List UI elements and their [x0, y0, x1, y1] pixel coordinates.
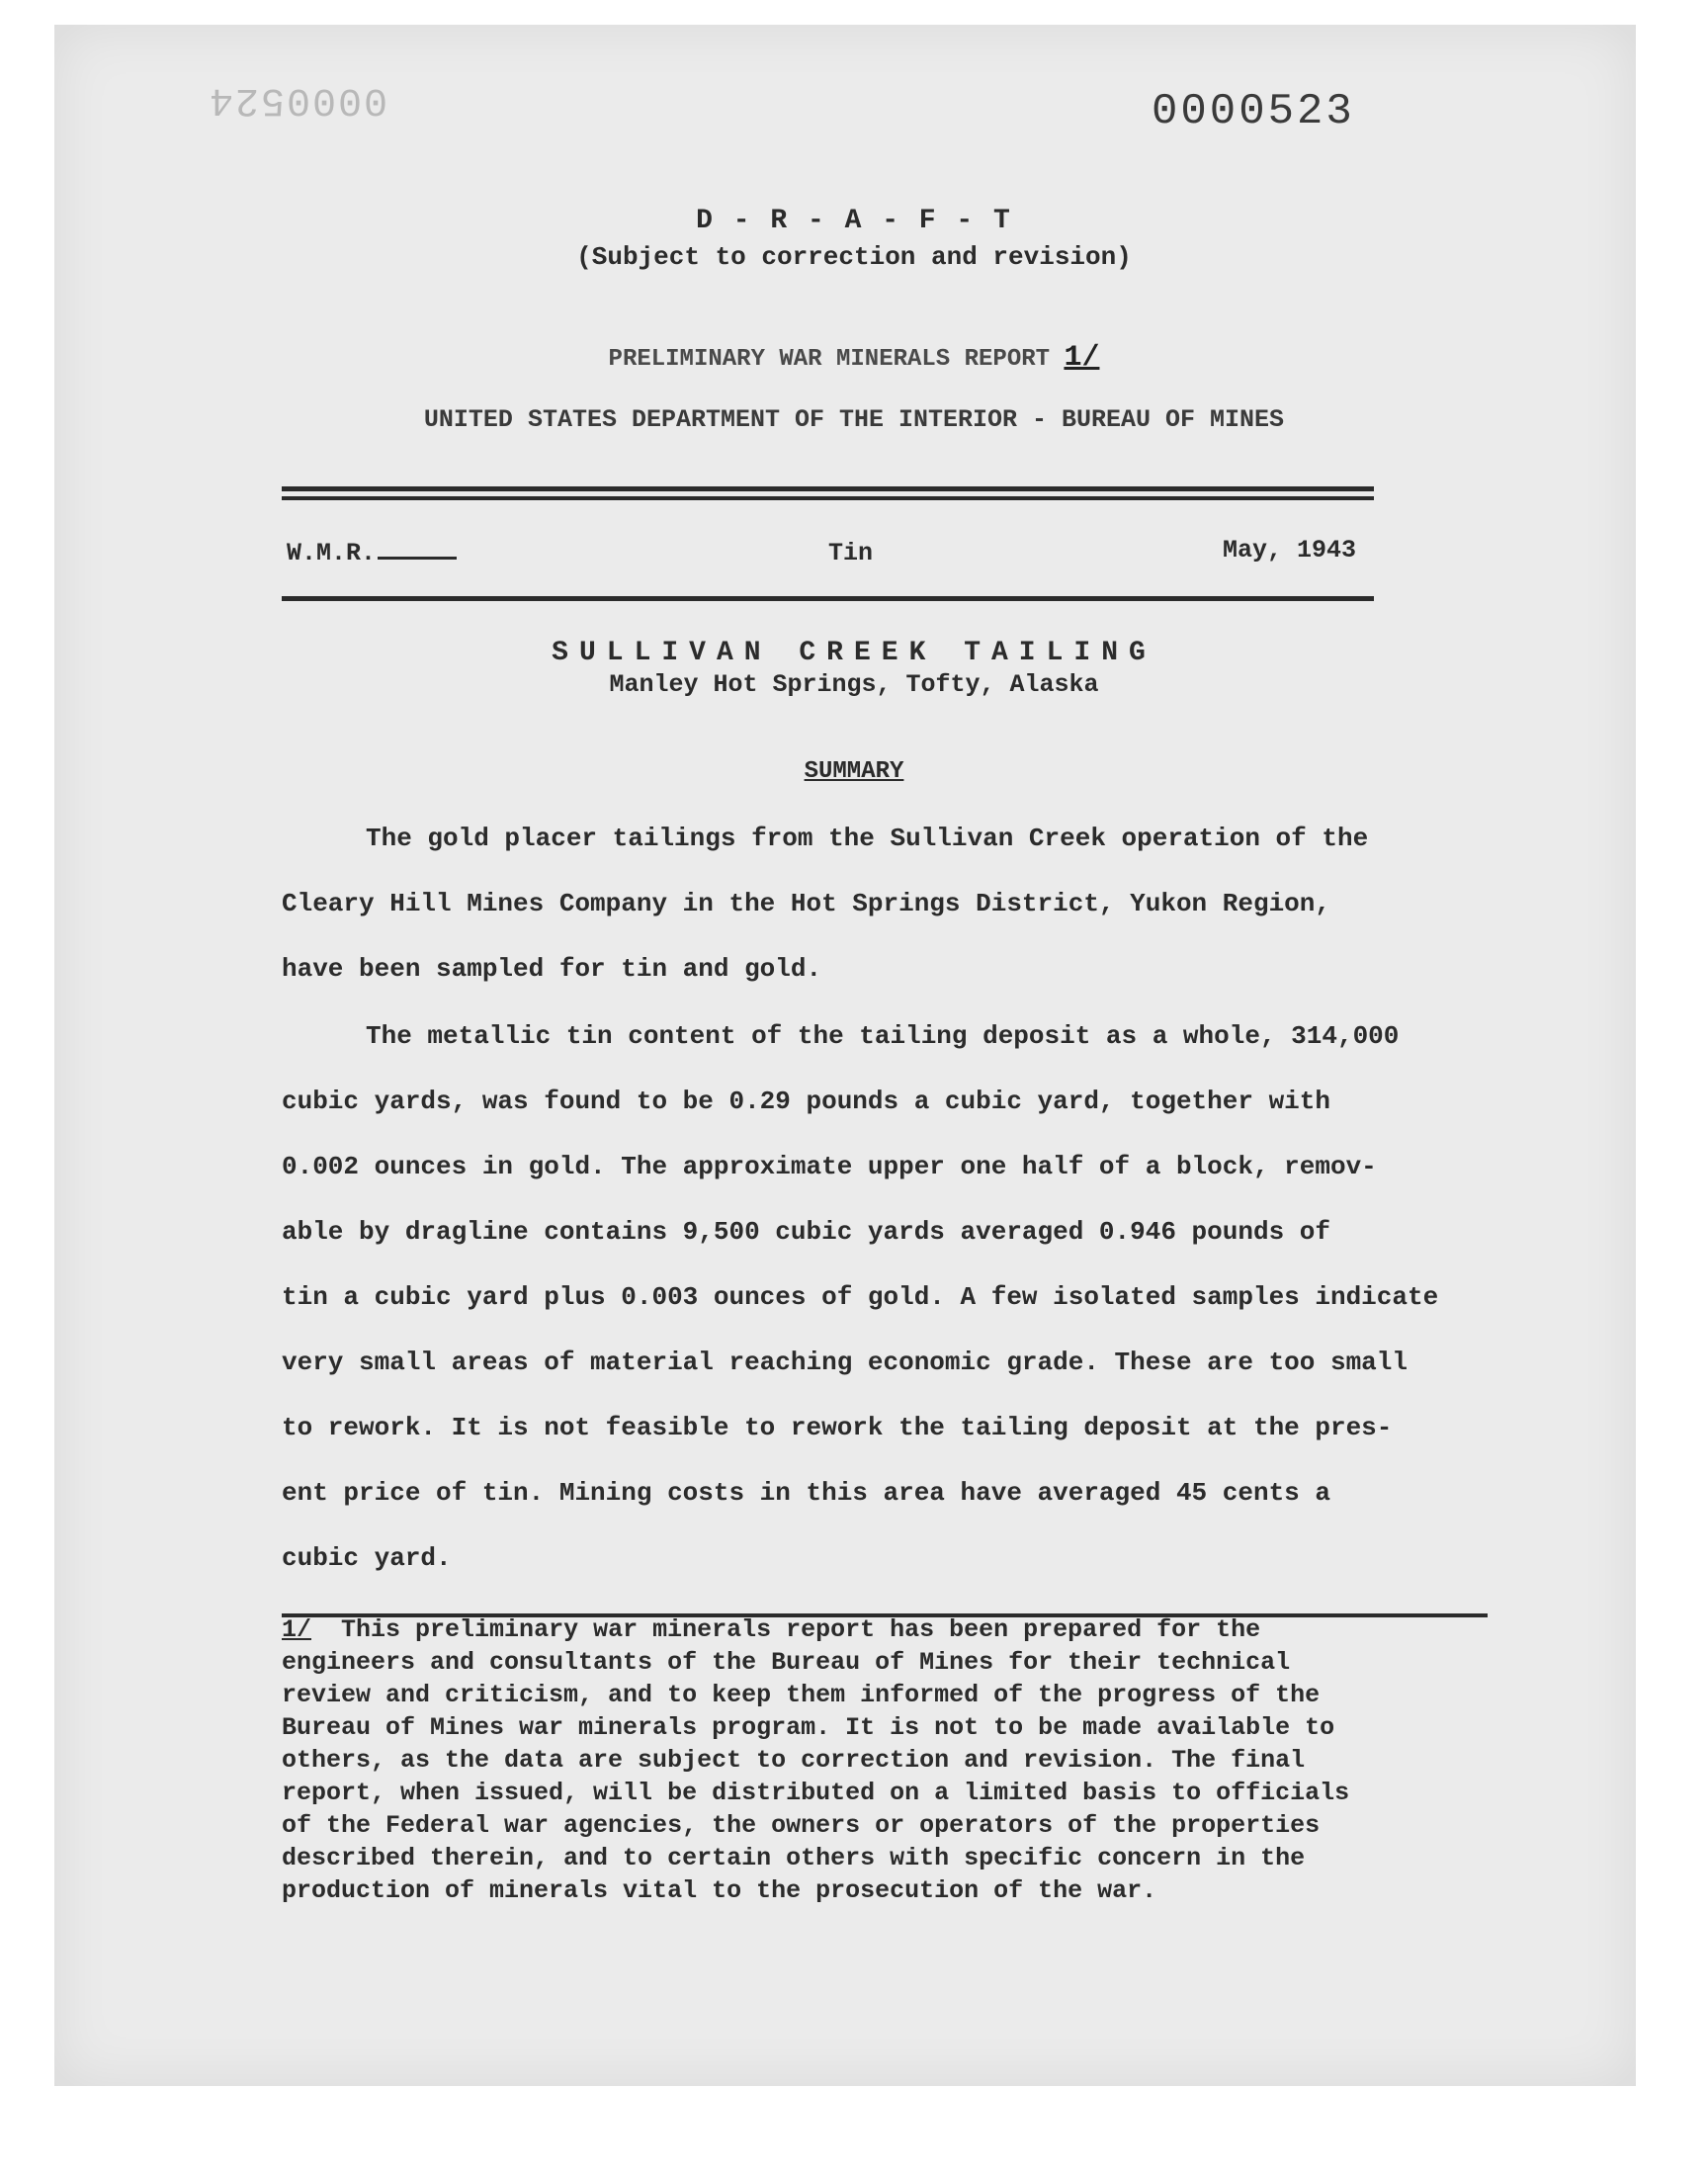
deposit-title: SULLIVAN CREEK TAILING [552, 638, 1156, 668]
faint-mirrored-stamp: 0000524 [208, 77, 388, 122]
footnote [282, 1613, 1507, 1907]
footnote-mark: 1/ [282, 1615, 312, 1644]
paragraph-1-line: The gold placer tailings from the Sullivan Creek operation of the [366, 824, 1369, 853]
paragraph-2-line: cubic yard. [282, 1543, 452, 1573]
summary-paragraph-1 [282, 806, 1537, 1001]
wmr-label: W.M.R. [287, 539, 377, 567]
paragraph-2-line: 0.002 ounces in gold. The approximate upper one half of a block, remov- [282, 1152, 1377, 1181]
summary-paragraph-2 [282, 1003, 1537, 1591]
footnote-line: engineers and consultants of the Bureau of Mines for their technical [282, 1648, 1291, 1677]
footnote-line: report, when issued, will be distributed on a limited basis to officials [282, 1779, 1350, 1807]
report-date: May, 1943 [1223, 536, 1357, 565]
report-title-text: PRELIMINARY WAR MINERALS REPORT [608, 346, 1051, 373]
paragraph-2-line: The metallic tin content of the tailing deposit as a whole, 314,000 [366, 1021, 1400, 1051]
wmr-blank-line [378, 557, 457, 560]
report-title-footnote-mark: 1/ [1064, 341, 1100, 375]
wmr-field [287, 539, 457, 567]
mineral-label: Tin [828, 539, 874, 567]
top-double-rule-2 [282, 496, 1374, 500]
summary-heading: SUMMARY [804, 758, 904, 785]
footnote-line-text: This preliminary war minerals report has been prepared for the [341, 1615, 1261, 1644]
footnote-line: described therein, and to certain others with specific concern in the [282, 1844, 1306, 1872]
paragraph-2-line: cubic yards, was found to be 0.29 pounds a cubic yard, together with [282, 1087, 1330, 1116]
footnote-line: Bureau of Mines war minerals program. It is not to be made available to [282, 1713, 1335, 1742]
footnote-line: of the Federal war agencies, the owners or operators of the properties [282, 1811, 1321, 1840]
report-title [0, 341, 1708, 375]
paragraph-2-line: able by dragline contains 9,500 cubic yards averaged 0.946 pounds of [282, 1217, 1330, 1247]
paragraph-2-line: tin a cubic yard plus 0.003 ounces of gold. A few isolated samples indicate [282, 1282, 1439, 1312]
paragraph-2-line: to rework. It is not feasible to rework the tailing deposit at the pres- [282, 1413, 1393, 1442]
paragraph-1-line: Cleary Hill Mines Company in the Hot Springs District, Yukon Region, [282, 889, 1330, 918]
department-line: UNITED STATES DEPARTMENT OF THE INTERIOR - BUREAU OF MINES [423, 405, 1285, 434]
info-bar-bottom-rule [282, 596, 1374, 601]
footnote-line [282, 1613, 1507, 1646]
paragraph-2-line: ent price of tin. Mining costs in this area have averaged 45 cents a [282, 1478, 1330, 1508]
page-number-stamp: 0000523 [1152, 87, 1355, 136]
footnote-line: review and criticism, and to keep them informed of the progress of the [282, 1681, 1321, 1709]
top-double-rule-1 [282, 486, 1374, 491]
paragraph-1-line: have been sampled for tin and gold. [282, 954, 822, 984]
paragraph-2-line: very small areas of material reaching economic grade. These are too small [282, 1348, 1408, 1377]
draft-note: (Subject to correction and revision) [576, 242, 1132, 272]
draft-label: D - R - A - F - T [696, 206, 1012, 236]
deposit-location: Manley Hot Springs, Tofty, Alaska [609, 670, 1099, 699]
footnote-line: others, as the data are subject to correction and revision. The final [282, 1746, 1306, 1775]
footnote-line: production of minerals vital to the prosecution of the war. [282, 1876, 1157, 1905]
